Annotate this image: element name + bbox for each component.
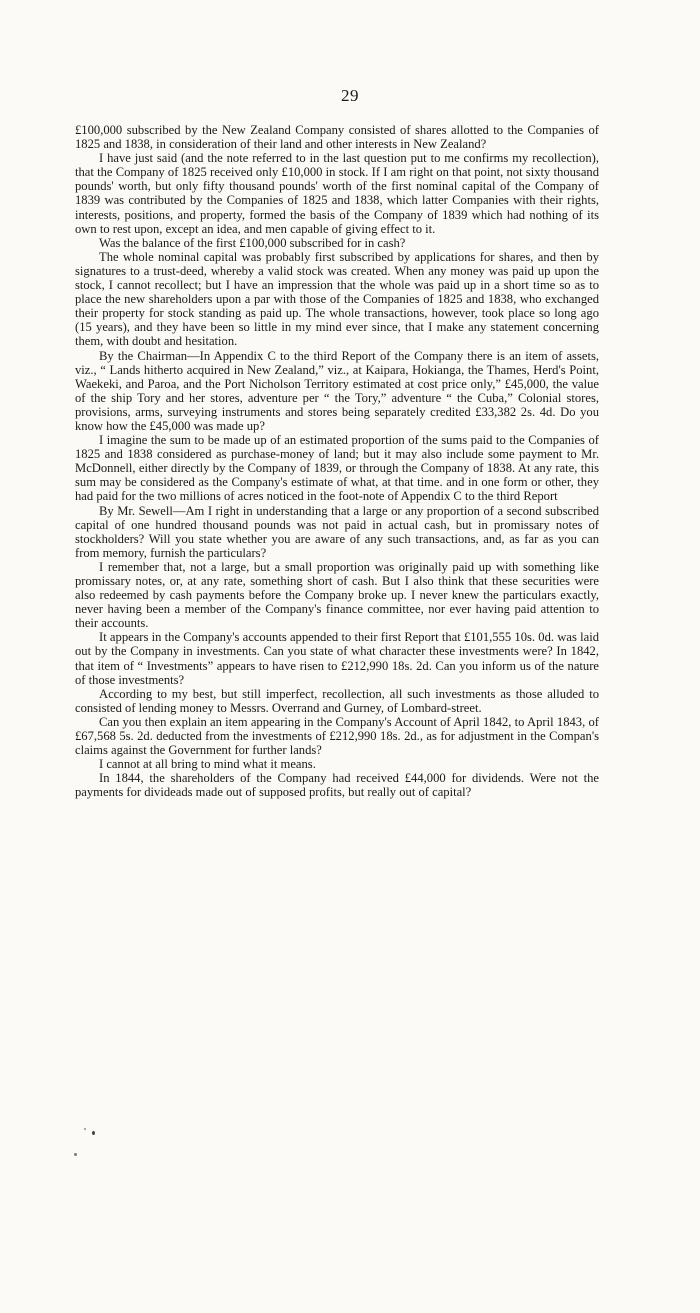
page-number: 29 [341,86,359,105]
paragraph: According to my best, but still imperfect, recollection, all such investments as those alluded to consisted of lending money to Messrs. Overrand and Gurney, of Lombard-street. [75,686,599,715]
paragraph: It appears in the Company's accounts appended to their first Report that £101,555 10s. 0d. was laid out by the Company in investments. Can you state of what character these investments were? In 1842, that item of “ Investments” appears to have risen to £212,990 18s. 2d. Can you inform us of the nature of those investments? [75,630,599,687]
ink-speck [74,1153,77,1156]
paragraph: By Mr. Sewell—Am I right in understanding that a large or any proportion of a second subscribed capital of one hundred thousand pounds was not paid in actual cash, but in promissary notes of stockholders? Will you state whether you are aware of any such transactions, and, as far as you can from memory, furnish the particulars? [75,503,599,560]
paragraph: In 1844, the shareholders of the Company had received £44,000 for dividends. Were not the payments for divideads made out of supposed profits, but really out of capital? [75,771,599,800]
ink-speck [92,1131,95,1135]
paragraph: I cannot at all bring to mind what it means. [99,757,316,772]
body-text [75,123,599,800]
ink-speck [84,1128,86,1130]
paragraph: I imagine the sum to be made up of an estimated proportion of the sums paid to the Companies of 1825 and 1838 considered as purchase-money of land; but it may also include some payment to Mr. McDonnell, either directly by the Company of 1839, or through the Company of 1838. At any rate, this sum may be considered as the Company's estimate of what, at that time. and in one form or other, they had paid for the two millions of acres noticed in the foot-note of Appendix C to the third Report [75,433,599,504]
paragraph: Was the balance of the first £100,000 subscribed for in cash? [99,235,406,250]
paragraph: £100,000 subscribed by the New Zealand Company consisted of shares allotted to the Companies of 1825 and 1838, in consideration of their land and other interests in New Zealand? [75,123,599,152]
paragraph: By the Chairman—In Appendix C to the third Report of the Company there is an item of assets, viz., “ Lands hitherto acquired in New Zealand,” viz., at Kaipara, Hokianga, the Thames, Herd's Point, Waekeki, and Paroa, and the Port Nicholson Territory estimated at cost price only,” £45,000, the value of the ship Tory and her stores, adventure per “ the Tory,” adventure “ the Cuba,” Colonial stores, provisions, arms, surveying instruments and stores being separately credited £33,382 2s. 4d. Do you know how the £45,000 was made up? [75,348,599,433]
paragraph: The whole nominal capital was probably first subscribed by applications for shares, and then by signatures to a trust-deed, whereby a valid stock was created. When any money was paid up upon the stock, I cannot recollect; but I have an impression that the whole was paid up in a short time so as to place the new shareholders upon a par with those of the Companies of 1825 and 1838, who exchanged their property for stock standing as paid up. The whole transactions, however, took place so long ago (15 years), and they have been so little in my mind ever since, that I make any statement concerning them, with doubt and hesitation. [75,249,599,349]
paragraph: I have just said (and the note referred to in the last question put to me confirms my recollection), that the Company of 1825 received only £10,000 in stock. If I am right on that point, not sixty thousand pounds' worth, but only fifty thousand pounds' worth of the first nominal capital of the Company of 1839 was contributed by the Companies of 1825 and 1838, which latter Companies with their rights, interests, positions, and property, formed the basis of the Company of 1839 which had nothing of its own to rest upon, except an idea, and men capable of giving effect to it. [75,151,599,236]
paragraph: Can you then explain an item appearing in the Company's Account of April 1842, to April 1843, of £67,568 5s. 2d. deducted from the investments of £212,990 18s. 2d., as for adjustment in the Compan's claims against the Government for further lands? [75,714,599,758]
paragraph: I remember that, not a large, but a small proportion was originally paid up with something like promissary notes, or, at any rate, something short of cash. But I also think that these securities were also redeemed by cash payments before the Company broke up. I never knew the particulars exactly, never having been a member of the Company's finance committee, nor ever having paid attention to their accounts. [75,559,599,631]
